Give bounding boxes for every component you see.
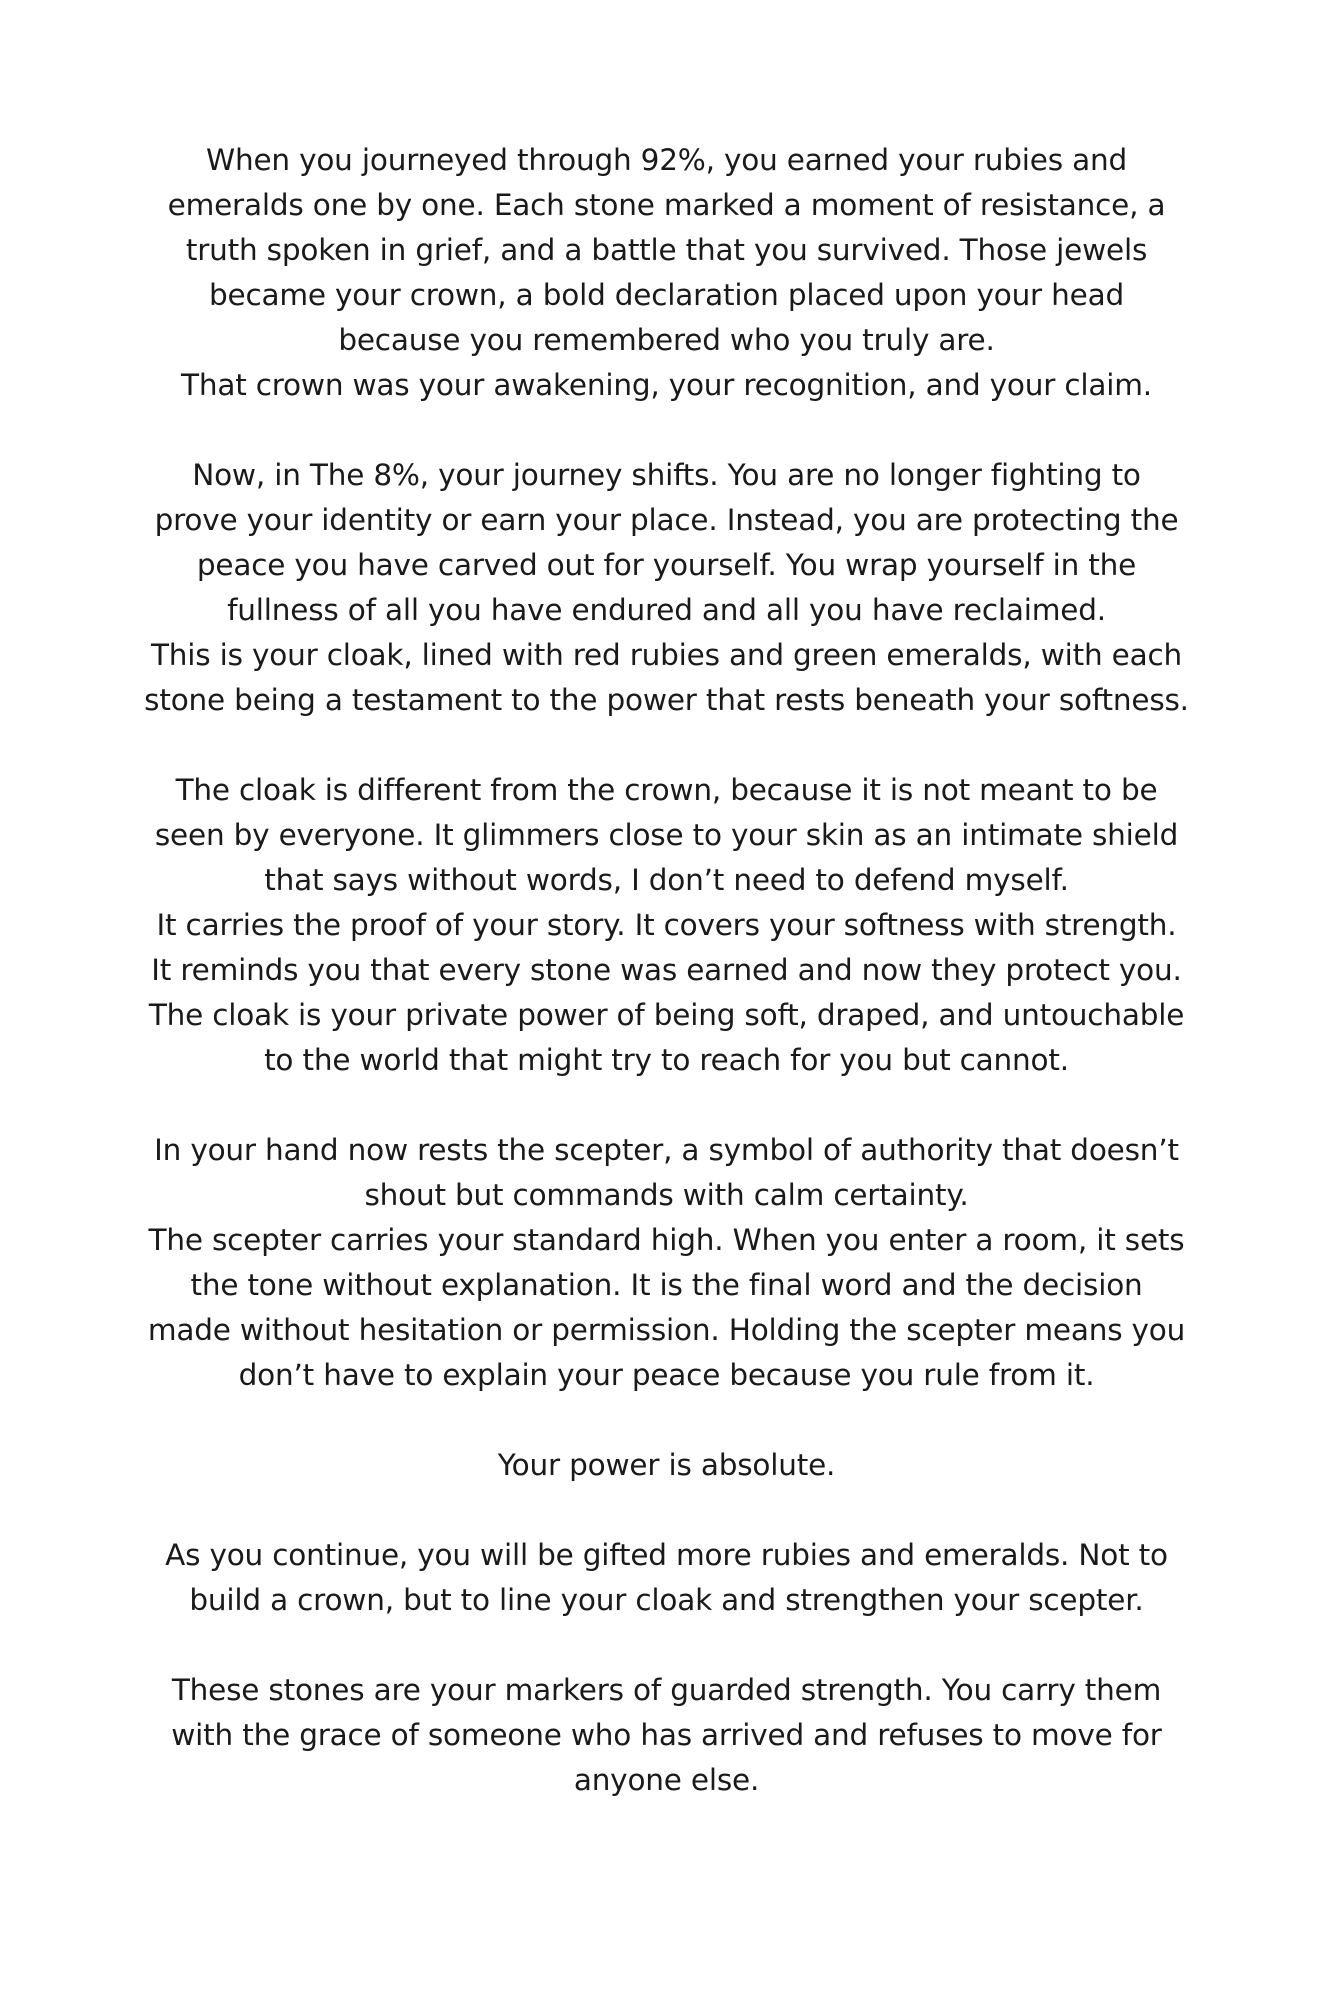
paragraph-journey-shift [100,453,1233,723]
text-line: truth spoken in grief, and a battle that you survived. Those jewels [185,233,1148,267]
text-line: In your hand now rests the scepter, a symbol of authority that doesn’t [154,1133,1179,1167]
text-line: emeralds one by one. Each stone marked a moment of resistance, a [167,188,1166,222]
text-line: don’t have to explain your peace because you rule from it. [238,1358,1095,1392]
text-line: Now, in The 8%, your journey shifts. You are no longer fighting to [192,458,1141,492]
text-line: seen by everyone. It glimmers close to your skin as an intimate shield [154,818,1179,852]
paragraph-scepter [100,1128,1233,1398]
text-line: became your crown, a bold declaration placed upon your head [208,278,1125,312]
paragraph-continue [100,1533,1233,1623]
text-line: The cloak is your private power of being soft, draped, and untouchable [148,998,1185,1032]
text-line: These stones are your markers of guarded strength. You carry them [171,1673,1162,1707]
paragraph-crown [100,138,1233,408]
text-line: peace you have carved out for yourself. You wrap yourself in the [196,548,1137,582]
paragraph-power [100,1443,1233,1488]
text-line: prove your identity or earn your place. Instead, you are protecting the [154,503,1179,537]
text-line: It carries the proof of your story. It covers your softness with strength. [156,908,1177,942]
text-line: shout but commands with calm certainty. [364,1178,969,1212]
text-line: The scepter carries your standard high. When you enter a room, it sets [148,1223,1185,1257]
text-line: The cloak is different from the crown, because it is not meant to be [175,773,1158,807]
paragraph-cloak [100,768,1233,1083]
text-line: That crown was your awakening, your recognition, and your claim. [181,368,1152,402]
text-line: the tone without explanation. It is the final word and the decision [190,1268,1143,1302]
text-line: build a crown, but to line your cloak and strengthen your scepter. [189,1583,1144,1617]
paragraph-stones [100,1668,1233,1803]
text-line: with the grace of someone who has arrived and refuses to move for [171,1718,1162,1752]
document-body [100,138,1233,1803]
text-line: This is your cloak, lined with red rubies and green emeralds, with each [150,638,1183,672]
text-line: It reminds you that every stone was earned and now they protect you. [151,953,1182,987]
text-line: fullness of all you have endured and all you have reclaimed. [227,593,1106,627]
text-line: that says without words, I don’t need to defend myself. [264,863,1069,897]
text-line: to the world that might try to reach for you but cannot. [264,1043,1069,1077]
text-line: When you journeyed through 92%, you earned your rubies and [205,143,1127,177]
text-line: anyone else. [573,1763,760,1797]
text-line: made without hesitation or permission. Holding the scepter means you [147,1313,1186,1347]
text-line: As you continue, you will be gifted more rubies and emeralds. Not to [165,1538,1168,1572]
text-line: because you remembered who you truly are. [338,323,995,357]
text-line: Your power is absolute. [497,1448,836,1482]
text-line: stone being a testament to the power that rests beneath your softness. [144,683,1189,717]
